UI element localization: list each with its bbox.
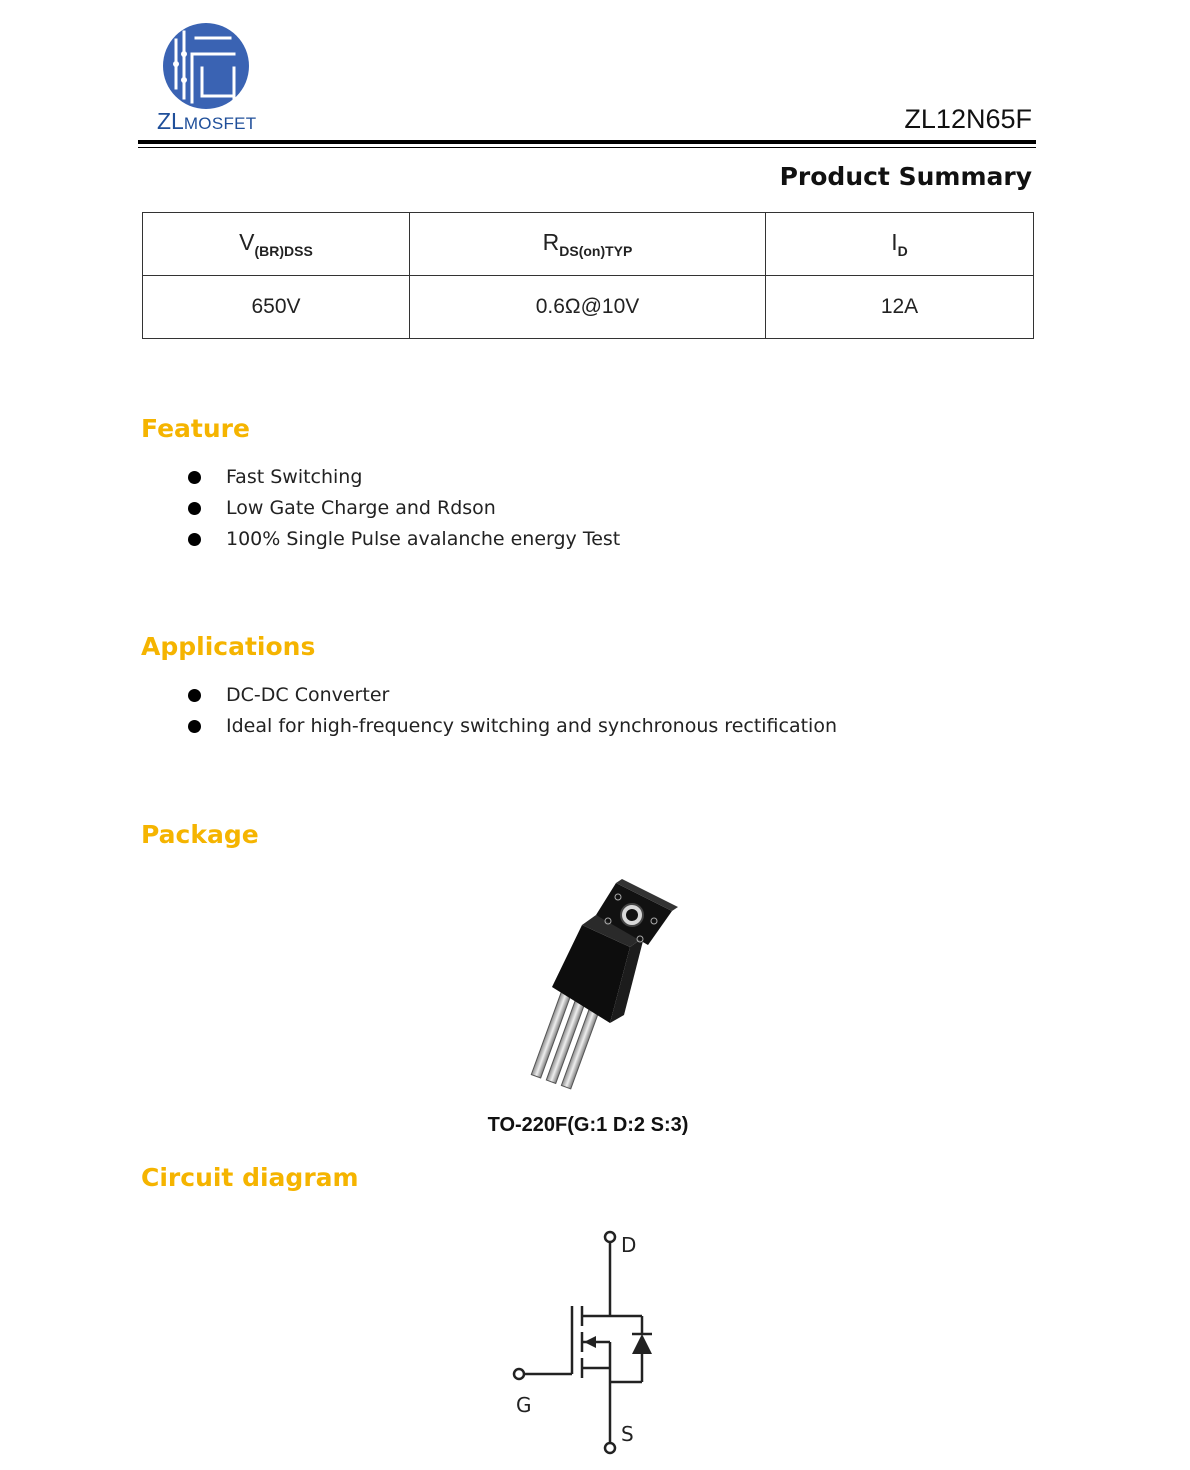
bullet-icon [188, 720, 201, 733]
feature-title: Feature [141, 414, 250, 443]
logo-wordmark [157, 108, 256, 135]
value-rdson: 0.6Ω@10V [410, 276, 766, 339]
feature-list [186, 462, 620, 555]
bullet-icon [188, 471, 201, 484]
value-id: 12A [766, 276, 1034, 339]
header-rule-thin [138, 147, 1036, 148]
header-rdson: $R_{DS(on)TYP}$ [410, 213, 766, 276]
value-vbrdss: 650V [143, 276, 410, 339]
package-title: Package [141, 820, 259, 849]
summary-value-row [143, 276, 1034, 339]
bullet-icon [188, 689, 201, 702]
package-caption: TO-220F(G:1 D:2 S:3) [487, 1114, 689, 1136]
product-summary-table [142, 212, 1034, 339]
to220f-package-image [500, 875, 690, 1100]
logo-zl-text: ZL [157, 108, 184, 134]
list-item: DC-DC Converter [186, 680, 837, 711]
list-item: Fast Switching [186, 462, 620, 493]
mosfet-circuit-symbol [500, 1222, 680, 1462]
header-id: $I_D$ [766, 213, 1034, 276]
part-number: ZL12N65F [904, 104, 1032, 134]
product-summary-title: Product Summary [779, 162, 1032, 191]
bullet-icon [188, 502, 201, 515]
header-vbrdss: $V_{(BR)DSS}$ [143, 213, 410, 276]
source-pin-label: S [621, 1422, 634, 1446]
list-item: Low Gate Charge and Rdson [186, 493, 620, 524]
summary-header-row [143, 213, 1034, 276]
applications-title: Applications [141, 632, 316, 661]
bullet-icon [188, 533, 201, 546]
header-rule-thick [138, 140, 1036, 144]
gate-pin-label: G [516, 1393, 532, 1417]
logo-mosfet-text: MOSFET [183, 114, 257, 133]
drain-pin-label: D [621, 1233, 637, 1257]
circuit-diagram-title: Circuit diagram [141, 1163, 359, 1192]
list-item: Ideal for high-frequency switching and synchronous rectification [186, 711, 837, 742]
list-item: 100% Single Pulse avalanche energy Test [186, 524, 620, 555]
applications-list [186, 680, 837, 742]
